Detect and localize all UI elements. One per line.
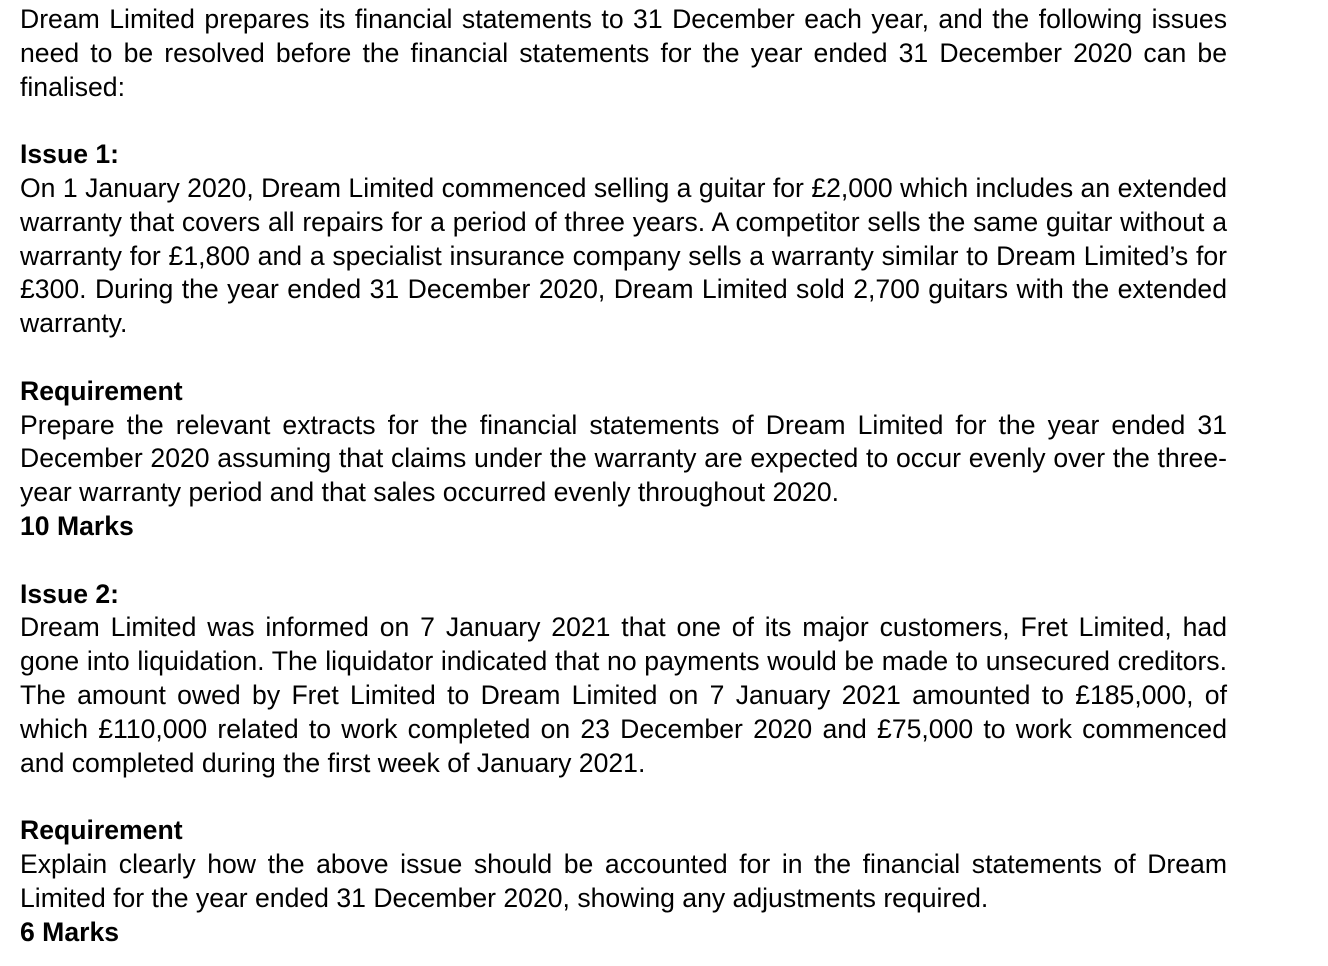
- issue-1-requirement-heading: Requirement: [20, 375, 183, 406]
- spacer: [20, 780, 1227, 814]
- issue-1-marks: 10 Marks: [20, 510, 134, 541]
- intro-paragraph: Dream Limited prepares its financial statements to 31 December each year, and the following issues need to be resolved before the financial statements for the year ended 31 December 2020 can be finalised:: [20, 4, 1227, 102]
- issue-2-marks: 6 Marks: [20, 916, 120, 947]
- issue-2-requirement-heading: Requirement: [20, 815, 183, 846]
- spacer: [20, 104, 1227, 138]
- issue-2-body: Dream Limited was informed on 7 January 2021 that one of its major customers, Fret Limited, had gone into liquidation. The liquidator indicated that no payments would be made to unsecured creditors. The amount owed by Fret Limited to Dream Limited on 7 January 2021 amounted to £185,000, of which £110,000 related to work completed on 23 December 2020 and £75,000 to work commenced and completed during the first week of January 2021.: [20, 612, 1227, 778]
- spacer: [20, 341, 1227, 375]
- issue-1-heading: Issue 1:: [20, 139, 120, 170]
- issue-2-heading: Issue 2:: [20, 578, 120, 609]
- issue-1-body: On 1 January 2020, Dream Limited commenced selling a guitar for £2,000 which includes an extended warranty that covers all repairs for a period of three years. A competitor sells the same guitar without a warranty for £1,800 and a specialist insurance company sells a warranty similar to Dream Limited’s for £300. During the year ended 31 December 2020, Dream Limited sold 2,700 guitars with the extended warranty.: [20, 172, 1227, 339]
- issue-2-requirement-body: Explain clearly how the above issue should be accounted for in the financial statements of Dream Limited for the year ended 31 December 2020, showing any adjustments required.: [20, 848, 1227, 913]
- question-document: [20, 3, 1227, 949]
- spacer: [20, 544, 1227, 578]
- issue-1-requirement-body: Prepare the relevant extracts for the financial statements of Dream Limited for the year ended 31 December 2020 assuming that claims under the warranty are expected to occur evenly over the three-year warranty period and that sales occurred evenly throughout 2020.: [20, 409, 1227, 508]
